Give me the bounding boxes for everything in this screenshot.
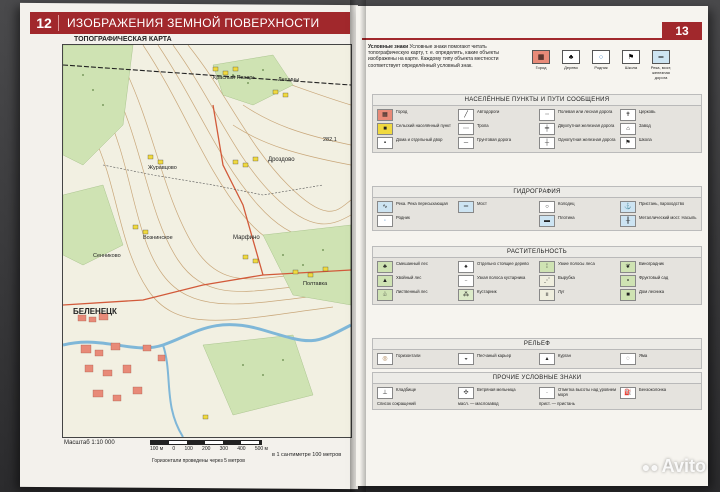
legend-item: ◌ Яма [620,353,697,365]
legend-item: ∿ Река. Река пересыхающая [377,201,454,213]
map-label: Вознинское [143,235,173,241]
legend-section-hydrography [372,186,702,231]
city-icon: ▦ [377,109,393,121]
map-title: ТОПОГРАФИЧЕСКАЯ КАРТА [74,36,172,43]
legend-grid [373,384,701,409]
city-icon: ▦ [532,50,550,64]
right-page-number: 13 [662,22,702,40]
cm-note: в 1 сантиметре 100 метров [272,452,342,458]
contour-note: Горизонтали проведены через 5 метров [152,458,245,464]
legend-item: ▲ Хвойный лес [377,275,454,287]
legend-section-settlements [372,94,702,153]
fuel-station-icon: ⛽ [620,387,636,399]
legend-item: ⁞ Узкие полосы леса [539,261,616,273]
spring-symbol: ○ Родник [590,50,612,80]
scale-bar [150,440,268,452]
road-icon: ╱ [458,109,474,121]
double-rail-icon: ╪ [539,123,555,135]
scale-tick: 300 [219,446,228,452]
tree-symbol: ♣ Дерево [560,50,582,80]
left-page-title: ИЗОБРАЖЕНИЯ ЗЕМНОЙ ПОВЕРХНОСТИ [67,16,320,30]
metal-bridge-icon: ╫ [620,215,636,227]
pier-icon: ⚓ [620,201,636,213]
legend-item: ⚑ Школа [620,137,697,149]
school-symbol: ⚑ Школа [620,50,642,80]
legend-grid [373,258,701,304]
avito-watermark: ●● Avito [641,456,706,476]
scale-tick: 100 [184,446,193,452]
avito-logo-icon: ●● [641,458,659,475]
legend-item: ┄ Полевая или лесная дорога [539,109,616,121]
legend-section-relief [372,338,702,369]
legend-item: ✣ Ветряная мельница [458,387,535,399]
forester-house-icon: ■ [620,289,636,301]
legend-item: ⊥ Кладбище [377,387,454,399]
legend-item: ∙∙ Узкая полоса кустарника [458,275,535,287]
legend-item: прист. — пристань [539,401,575,406]
legend-item: ⚓ Пристань, пароходство [620,201,697,213]
legend-item: Список сокращений [377,401,416,406]
clearing-icon: ⋰ [539,275,555,287]
legend-item: ❦ Виноградник [620,261,697,273]
map-label: Красный Пахарь [213,75,256,81]
legend-grid [373,106,701,152]
legend-item: ⌂ Завод [620,123,697,135]
map-label: Журавцово [148,165,177,171]
river-icon: ∿ [377,201,393,213]
elevation-icon: · [539,387,555,399]
scale-tick: 500 м [254,446,268,452]
left-page-number: 12 [30,15,59,31]
legend-item: ╱ Автодороги [458,109,535,121]
legend-item: ⛽ Бензоколонка [620,387,697,399]
legend-item [458,215,535,227]
legend-item: · Отметка высоты над уровнем моря [539,387,616,399]
legend-item: ♣ Смешанный лес [377,261,454,273]
intro-bold: Условные знаки [368,44,409,50]
map-label: 282,1 [323,137,337,143]
section-title: РАСТИТЕЛЬНОСТЬ [373,247,701,258]
dam-icon: ▬ [539,215,555,227]
legend-item: ♧ Лиственный лес [377,289,454,301]
legend-item: ⋰ Вырубка [539,275,616,287]
legend-item: ♠ Отдельно стоящее дерево [458,261,535,273]
legend-item: ─ Грунтовая дорога [458,137,535,149]
legend-item: ╪ Двухпутная железная дорога [539,123,616,135]
school-icon: ⚑ [620,137,636,149]
legend-item: ○ Колодец [539,201,616,213]
legend-item [620,401,697,406]
legend-item: ■ Сельский населённый пункт [377,123,454,135]
village-icon: ■ [377,123,393,135]
legend-item: ◒ Песчаный карьер [458,353,535,365]
sand-pit-icon: ◒ [458,353,474,365]
map-label: Лешины [278,77,300,83]
legend-item: ▦ Город [377,109,454,121]
mixed-forest-icon: ♣ [377,261,393,273]
dirt-road-icon: ─ [458,137,474,149]
section-title: НАСЕЛЁННЫЕ ПУНКТЫ И ПУТИ СООБЩЕНИЯ [373,95,701,106]
orchard-icon: ∘ [620,275,636,287]
header-rule [362,22,662,40]
legend-item: ▬ Плотина [539,215,616,227]
spring-icon: ◦ [377,215,393,227]
map-label: Полтавка [303,281,328,287]
field-road-icon: ┄ [539,109,555,121]
factory-icon: ⌂ [620,123,636,135]
legend-grid [373,198,701,230]
bridge-symbol: ═ Река, мост, железная дорога [650,50,672,80]
school-icon: ⚑ [622,50,640,64]
city-symbol: ▦ Город [530,50,552,80]
top-icons [530,50,672,80]
legend-item: ┼ Однопутная железная дорога [539,137,616,149]
lone-tree-icon: ♠ [458,261,474,273]
windmill-icon: ✣ [458,387,474,399]
shrub-strip-icon: ∙∙ [458,275,474,287]
house-icon: ▪ [377,137,393,149]
legend-item: ╫ Металлический мост. Насыпь [620,215,697,227]
scale-tick: 0 [172,446,176,452]
shrub-icon: ⁂ [458,289,474,301]
section-title: ПРОЧИЕ УСЛОВНЫЕ ЗНАКИ [373,373,701,384]
legend-section-other [372,372,702,410]
bridge-icon: ═ [652,50,670,64]
map-label: БЕЛЕНЕЦК [73,307,117,316]
spring-icon: ○ [592,50,610,64]
legend-item: ▴ Курган [539,353,616,365]
church-icon: ✝ [620,109,636,121]
single-rail-icon: ┼ [539,137,555,149]
path-icon: ⋯ [458,123,474,135]
legend-item: ∘ Фруктовый сад [620,275,697,287]
well-icon: ○ [539,201,555,213]
deciduous-forest-icon: ♧ [377,289,393,301]
legend-item: ◎ Горизонтали [377,353,454,365]
scale-tick: 400 [237,446,246,452]
cemetery-icon: ⊥ [377,387,393,399]
forest-strip-icon: ⁞ [539,261,555,273]
vineyard-icon: ❦ [620,261,636,273]
left-page-header [30,12,350,34]
mound-icon: ▴ [539,353,555,365]
scale-tick: 100 м [150,446,164,452]
meadow-icon: ıı [539,289,555,301]
right-page-header [362,22,702,40]
legend-item: ⁂ Кустарник [458,289,535,301]
bridge-icon: ═ [458,201,474,213]
map-label: Дроздово [268,157,295,163]
book-spine [350,0,366,492]
tree-icon: ♣ [562,50,580,64]
legend-section-vegetation [372,246,702,305]
section-title: ГИДРОГРАФИЯ [373,187,701,198]
pit-icon: ◌ [620,353,636,365]
legend-item: ıı Луг [539,289,616,301]
legend-item: ✝ Церковь [620,109,697,121]
legend-item: ▪ Дома и отдельный двор [377,137,454,149]
contour-icon: ◎ [377,353,393,365]
scale-tick: 200 [202,446,211,452]
conifer-forest-icon: ▲ [377,275,393,287]
legend-item: ◦ Родник [377,215,454,227]
map-drawing [63,45,351,437]
section-title: РЕЛЬЕФ [373,339,701,350]
map-scale: Масштаб 1:10 000 [64,440,115,446]
legend-intro [368,44,526,69]
intro-text: Условные знаки помогают читать топографическую карту, т. е. определять, какие объекты изображены на карте. Каждому типу объекта местности соответствует определённый условный знак. [368,44,500,69]
legend-item: ⋯ Тропа [458,123,535,135]
topographic-map [62,44,352,438]
map-label: Сенниково [93,253,121,259]
legend-grid [373,350,701,368]
legend-item: масл. — маслозавод [458,401,499,406]
legend-item: ■ Дом лесника [620,289,697,301]
legend-item: ═ Мост [458,201,535,213]
map-label: Марфино [233,235,260,241]
